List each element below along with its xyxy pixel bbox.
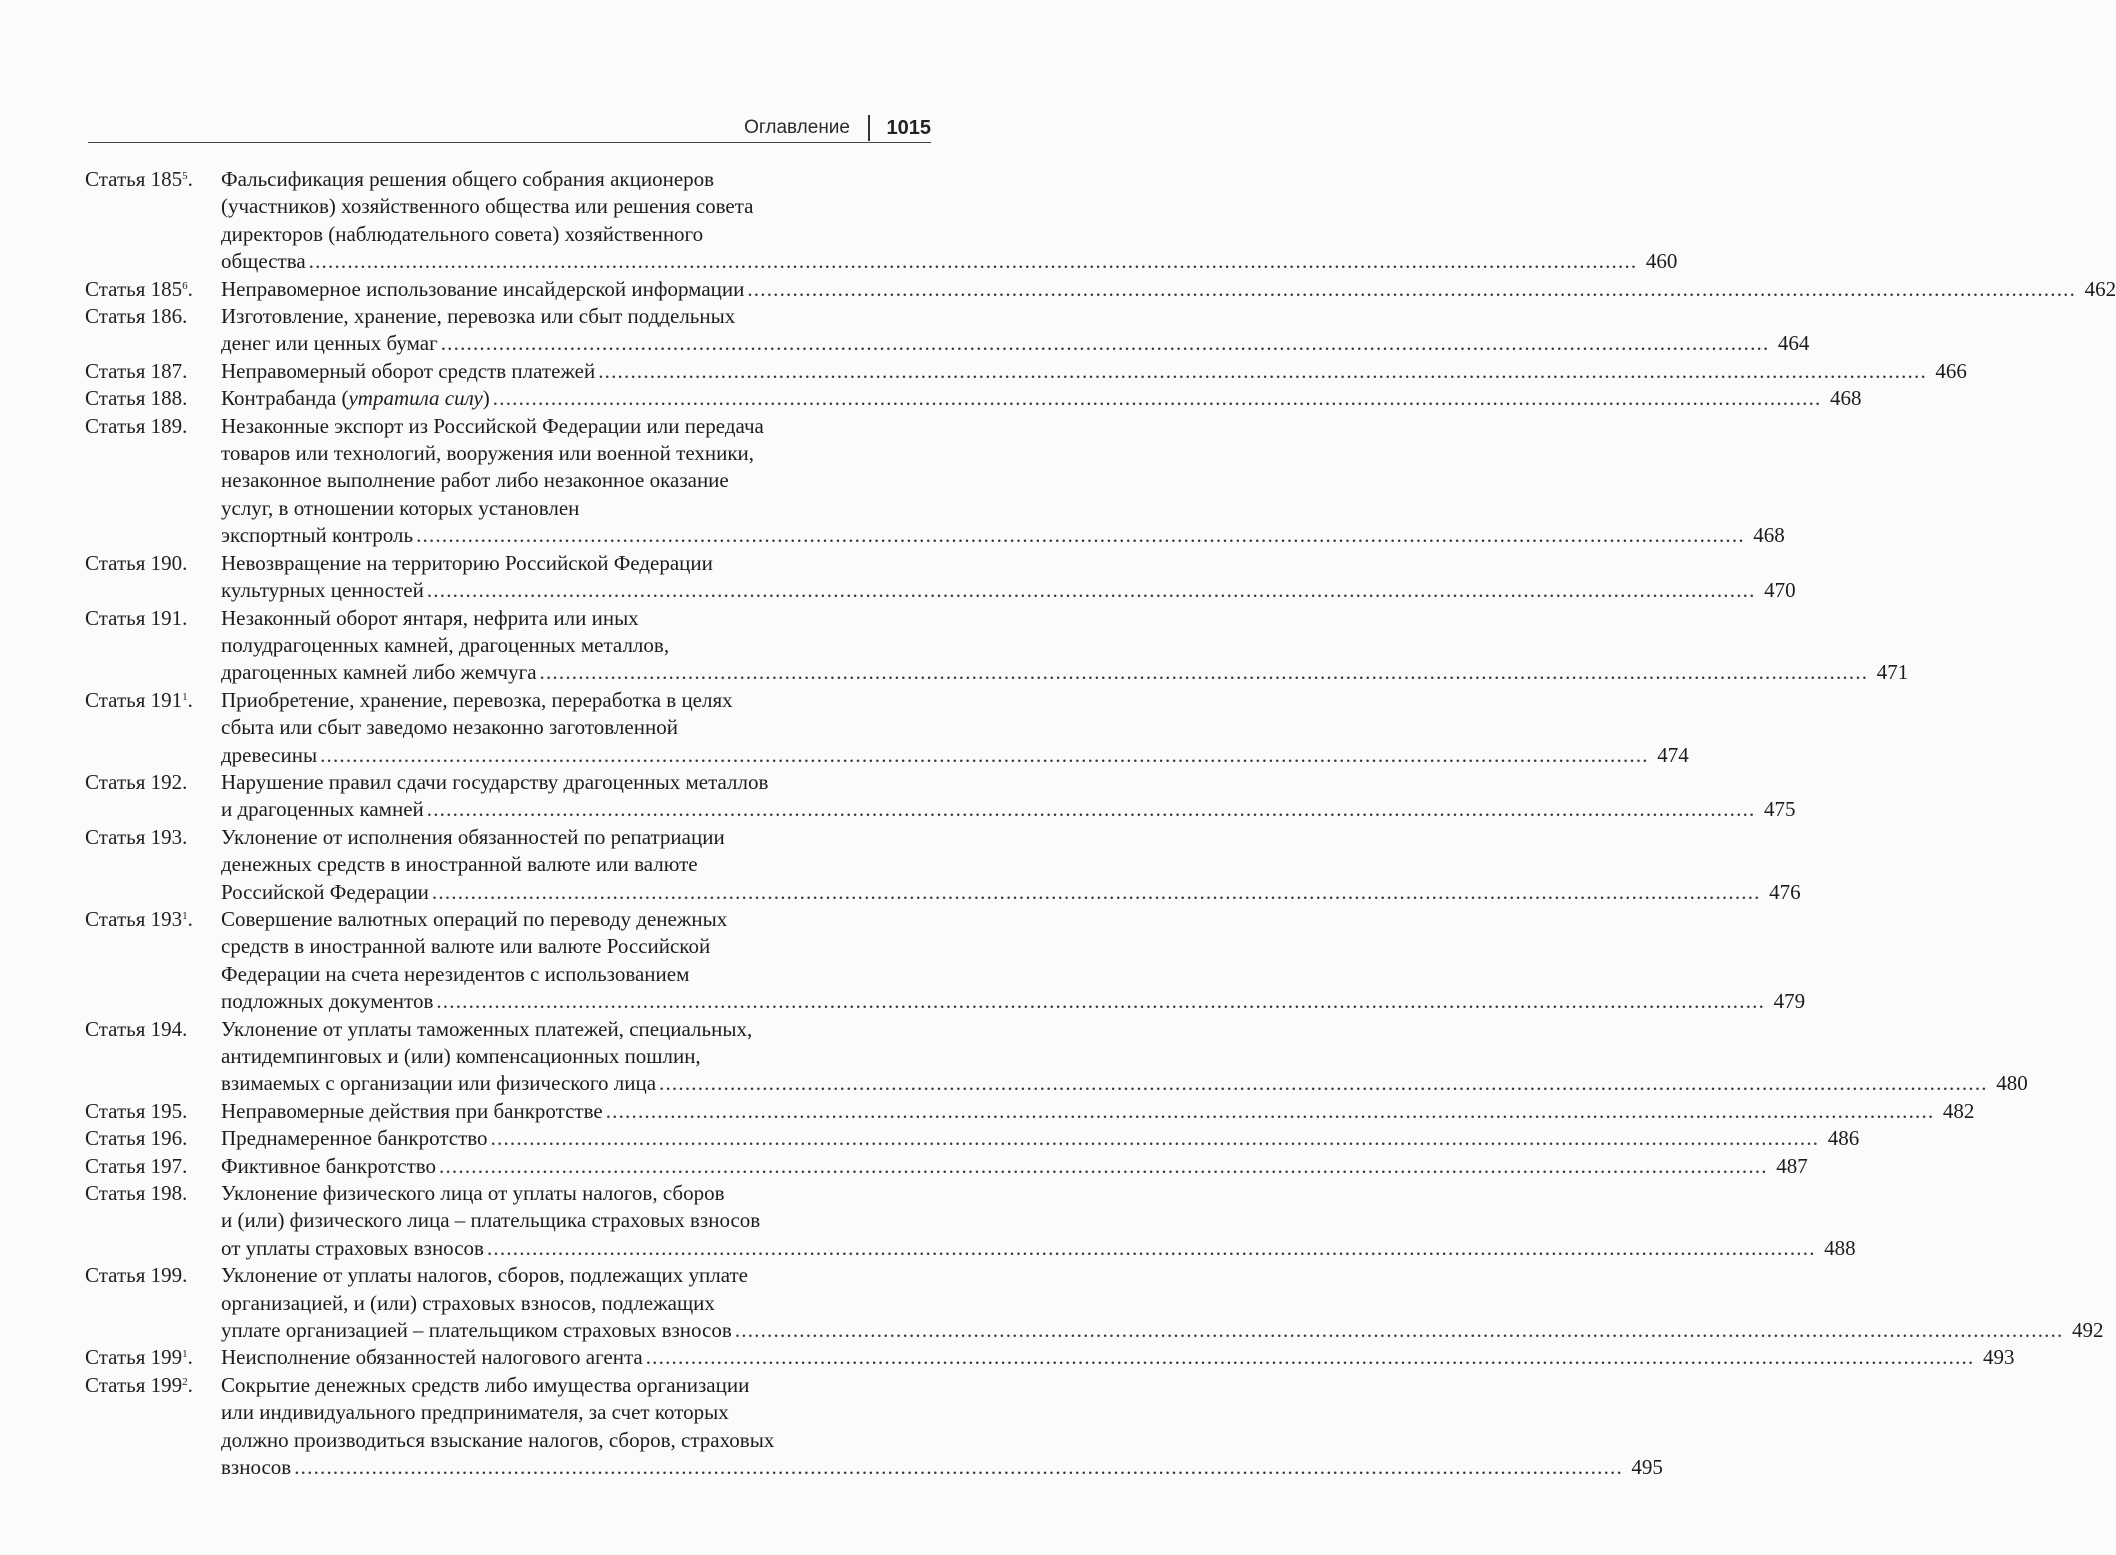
article-title-text	[221, 988, 433, 1015]
article-label-text: Статья 199.	[85, 1263, 188, 1288]
toc-entry[interactable]	[85, 1016, 2028, 1098]
toc-entry[interactable]	[85, 687, 1689, 769]
toc-entry[interactable]	[85, 413, 1785, 550]
article-label-text: Статья 191.	[85, 605, 188, 630]
article-title-text	[221, 1153, 436, 1180]
page-number: 493	[1982, 1345, 2015, 1370]
article-title-line: антидемпинговых и (или) компенсационных пошлин,	[221, 1044, 701, 1068]
article-title-last-line	[221, 988, 1806, 1015]
page-number: 475	[1763, 797, 1796, 822]
article-title-block	[221, 166, 1678, 276]
article-title-last-line	[221, 248, 1678, 275]
article-label	[85, 1016, 221, 1043]
article-title-segment: драгоценных камней либо жемчуга	[221, 660, 537, 685]
article-title-segment: Неисполнение обязанностей налогового агента	[221, 1345, 643, 1370]
article-title-block	[221, 550, 1796, 605]
article-title-line: Приобретение, хранение, перевозка, переработка в целях	[221, 687, 733, 712]
dot-leader: ..............................................................................................................................................................................................................	[486, 1235, 1816, 1260]
article-title-segment: подложных документов	[221, 989, 434, 1014]
article-label-text: Статья 188.	[85, 386, 188, 411]
article-title-block	[221, 303, 1810, 358]
article-title-segment: культурных ценностей	[221, 578, 424, 603]
article-title-text	[221, 358, 595, 385]
article-label	[85, 769, 221, 796]
dot-leader: ..............................................................................................................................................................................................................	[492, 386, 1822, 411]
article-title-segment: экспортный контроль	[221, 523, 414, 548]
article-label	[85, 1180, 221, 1207]
article-title-text	[221, 248, 306, 275]
article-title-segment: уплате организацией – плательщиком страховых взносов	[221, 1318, 732, 1343]
toc-entry[interactable]	[85, 1098, 1975, 1125]
article-superscript: 1	[182, 1348, 188, 1361]
article-title-last-line	[221, 330, 1810, 357]
dot-leader: ..............................................................................................................................................................................................................	[294, 1455, 1623, 1480]
article-title-segment: общества	[221, 249, 306, 274]
article-title-block	[221, 1016, 2028, 1098]
toc-entry[interactable]	[85, 358, 1967, 385]
article-title-segment: и драгоценных камней	[221, 797, 424, 822]
article-title-line: Невозвращение на территорию Российской Федерации	[221, 550, 713, 575]
article-superscript: 1	[182, 909, 188, 922]
article-title-text	[221, 522, 413, 549]
article-title-block	[221, 1344, 2015, 1371]
article-label	[85, 358, 221, 385]
page-number: 492	[2072, 1318, 2104, 1343]
toc-entry[interactable]	[85, 166, 1678, 276]
article-title-text	[221, 1454, 291, 1481]
article-title-line: организацией, и (или) страховых взносов, подлежащих	[221, 1290, 715, 1315]
article-title-last-line	[221, 742, 1689, 769]
toc-entry[interactable]	[85, 1153, 1808, 1180]
article-title-italic: утратила силу	[348, 386, 483, 411]
toc-entry[interactable]	[85, 605, 1909, 687]
article-title-line: должно производиться взыскание налогов, сборов, страховых	[221, 1427, 775, 1452]
dot-leader: ..............................................................................................................................................................................................................	[645, 1345, 1975, 1370]
article-title-block	[221, 1125, 1860, 1152]
page-number: 466	[1935, 358, 1967, 383]
article-title-line: Уклонение от уплаты налогов, сборов, подлежащих уплате	[221, 1263, 748, 1288]
article-title-line: директоров (наблюдательного совета) хозяйственного	[221, 221, 704, 246]
article-title-block	[221, 687, 1689, 769]
dot-leader: ..............................................................................................................................................................................................................	[734, 1318, 2064, 1343]
article-label-text: Статья 192.	[85, 769, 188, 794]
article-title-block	[221, 276, 2116, 303]
article-superscript: 6	[182, 279, 188, 292]
header-page-number: 1015	[886, 116, 931, 139]
article-title-block	[221, 1153, 1808, 1180]
toc-entry[interactable]	[85, 1372, 1663, 1482]
article-title-line: средств в иностранной валюте или валюте Российской	[221, 934, 711, 959]
article-title-segment: от уплаты страховых взносов	[221, 1235, 484, 1260]
article-label-text: Статья 189.	[85, 413, 188, 438]
article-title-line: (участников) хозяйственного общества или решения совета	[221, 194, 754, 219]
article-title-line: денежных средств в иностранной валюте или валюте	[221, 852, 698, 877]
article-title-segment: Неправомерное использование инсайдерской информации	[221, 276, 745, 301]
article-label	[85, 1125, 221, 1152]
table-of-contents	[85, 166, 2116, 1482]
article-title-block	[221, 1262, 2104, 1344]
toc-entry[interactable]	[85, 1125, 1860, 1152]
article-label-suffix: .	[187, 276, 193, 301]
article-title-line: Сокрытие денежных средств либо имущества организации	[221, 1372, 750, 1397]
article-label-suffix: .	[187, 1345, 193, 1370]
article-title-line: Совершение валютных операций по переводу денежных	[221, 906, 728, 931]
article-label-text: Статья 198.	[85, 1181, 188, 1206]
article-title-block	[221, 605, 1909, 687]
article-title-line: Нарушение правил сдачи государству драгоценных металлов	[221, 769, 769, 794]
article-title-text	[221, 796, 424, 823]
article-label	[85, 413, 221, 440]
article-title-last-line	[221, 1344, 2015, 1371]
header-title: Оглавление	[744, 117, 850, 138]
article-title-segment: Российской Федерации	[221, 879, 429, 904]
article-label-text: Статья 185	[85, 167, 183, 191]
article-superscript: 2	[182, 1375, 188, 1388]
article-title-line: Уклонение от уплаты таможенных платежей, специальных,	[221, 1016, 753, 1041]
article-title-text	[221, 276, 744, 303]
article-title-text	[221, 577, 424, 604]
dot-leader: ..............................................................................................................................................................................................................	[426, 578, 1756, 603]
article-label	[85, 1153, 221, 1180]
article-title-block	[221, 824, 1801, 906]
dot-leader: ..............................................................................................................................................................................................................	[308, 249, 1638, 274]
article-title-text	[221, 1235, 484, 1262]
article-title-block	[221, 769, 1796, 824]
header-inner	[744, 115, 931, 141]
toc-entry[interactable]	[85, 824, 1801, 906]
article-title-segment: Контрабанда (	[221, 386, 349, 411]
article-label	[85, 550, 221, 577]
article-label-text: Статья 190.	[85, 550, 188, 575]
article-title-text	[221, 385, 490, 412]
toc-entry[interactable]	[85, 303, 1810, 358]
dot-leader: ..............................................................................................................................................................................................................	[539, 660, 1869, 685]
dot-leader: ..............................................................................................................................................................................................................	[747, 276, 2077, 301]
article-label-text: Статья 199	[85, 1345, 183, 1370]
dot-leader: ..............................................................................................................................................................................................................	[440, 331, 1770, 356]
article-title-text	[221, 1344, 643, 1371]
article-title-block	[221, 1180, 1856, 1262]
article-title-segment: древесины	[221, 742, 318, 767]
article-label-text: Статья 186.	[85, 304, 188, 329]
article-label-text: Статья 185	[85, 276, 183, 301]
article-label	[85, 276, 221, 303]
article-label	[85, 1262, 221, 1289]
dot-leader: ..............................................................................................................................................................................................................	[490, 1126, 1820, 1151]
page-number: 464	[1777, 331, 1810, 356]
toc-entry[interactable]	[85, 276, 2116, 303]
article-label-text: Статья 194.	[85, 1016, 188, 1041]
article-title-line: незаконное выполнение работ либо незаконное оказание	[221, 468, 729, 493]
article-title-block	[221, 906, 1806, 1016]
article-title-line: и (или) физического лица – плательщика страховых взносов	[221, 1208, 761, 1233]
article-label	[85, 385, 221, 412]
article-title-text	[221, 742, 317, 769]
article-title-last-line	[221, 1070, 2028, 1097]
dot-leader: ..............................................................................................................................................................................................................	[426, 797, 1756, 822]
page-number: 476	[1769, 879, 1801, 904]
article-label	[85, 906, 221, 933]
page-number: 462	[2084, 276, 2116, 301]
article-title-text	[221, 1070, 656, 1097]
article-label-text: Статья 197.	[85, 1153, 188, 1178]
article-title-segment: Неправомерный оборот средств платежей	[221, 358, 596, 383]
page-number: 495	[1631, 1455, 1663, 1480]
article-label-text: Статья 199	[85, 1372, 183, 1397]
article-title-line: Уклонение физического лица от уплаты налогов, сборов	[221, 1181, 725, 1206]
toc-entry[interactable]	[85, 906, 1806, 1016]
toc-entry[interactable]	[85, 385, 1862, 412]
article-label	[85, 1098, 221, 1125]
article-title-line: Незаконные экспорт из Российской Федерации или передача	[221, 413, 764, 438]
article-label-text: Статья 193	[85, 906, 183, 931]
article-title-last-line	[221, 1153, 1808, 1180]
page-number: 479	[1773, 989, 1806, 1014]
page-number: 460	[1645, 249, 1678, 274]
article-title-line: услуг, в отношении которых установлен	[221, 495, 580, 520]
article-label-suffix: .	[187, 687, 193, 712]
dot-leader: ..............................................................................................................................................................................................................	[320, 742, 1649, 767]
article-label	[85, 687, 221, 714]
article-title-last-line	[221, 1235, 1856, 1262]
article-title-line: Уклонение от исполнения обязанностей по репатриации	[221, 824, 725, 849]
toc-entry[interactable]	[85, 1180, 1856, 1262]
article-title-last-line	[221, 358, 1967, 385]
article-title-segment: Преднамеренное банкротство	[221, 1126, 488, 1151]
article-title-last-line	[221, 879, 1801, 906]
dot-leader: ..............................................................................................................................................................................................................	[659, 1071, 1988, 1096]
article-title-last-line	[221, 276, 2116, 303]
article-superscript: 1	[182, 690, 188, 703]
article-label-suffix: .	[187, 906, 193, 931]
article-title-last-line	[221, 1098, 1975, 1125]
article-title-text	[221, 330, 438, 357]
toc-entry[interactable]	[85, 1262, 2104, 1344]
article-title-block	[221, 1372, 1663, 1482]
page-number: 468	[1830, 386, 1862, 411]
article-title-block	[221, 413, 1785, 550]
article-title-block	[221, 358, 1967, 385]
article-title-last-line	[221, 522, 1785, 549]
article-label	[85, 1344, 221, 1371]
running-header	[88, 112, 931, 143]
article-title-segment: Фиктивное банкротство	[221, 1153, 437, 1178]
toc-entry[interactable]	[85, 550, 1796, 605]
article-label-text: Статья 187.	[85, 358, 188, 383]
article-title-segment-end: )	[482, 386, 490, 411]
article-superscript: 5	[182, 170, 188, 182]
page-number: 487	[1776, 1153, 1808, 1178]
article-title-last-line	[221, 1454, 1663, 1481]
article-title-text	[221, 1098, 603, 1125]
article-label-text: Статья 193.	[85, 824, 188, 849]
article-label-text: Статья 191	[85, 687, 183, 712]
toc-entry[interactable]	[85, 1344, 2015, 1371]
article-title-block	[221, 385, 1862, 412]
toc-entry[interactable]	[85, 769, 1796, 824]
article-label	[85, 303, 221, 330]
dot-leader: ..............................................................................................................................................................................................................	[598, 358, 1927, 383]
article-title-line: Фальсификация решения общего собрания акционеров	[221, 167, 715, 191]
dot-leader: ..............................................................................................................................................................................................................	[439, 1153, 1768, 1178]
article-label	[85, 824, 221, 851]
article-title-segment: Неправомерные действия при банкротстве	[221, 1098, 603, 1123]
article-title-text	[221, 879, 429, 906]
page-number: 488	[1824, 1235, 1856, 1260]
article-title-last-line	[221, 385, 1862, 412]
dot-leader: ..............................................................................................................................................................................................................	[436, 989, 1766, 1014]
article-title-last-line	[221, 796, 1796, 823]
article-title-line: Изготовление, хранение, перевозка или сбыт поддельных	[221, 304, 736, 329]
article-label-suffix: .	[187, 1372, 193, 1397]
page-number: 470	[1764, 578, 1796, 603]
article-title-last-line	[221, 659, 1909, 686]
article-title-text	[221, 1125, 488, 1152]
article-title-text	[221, 1317, 732, 1344]
article-title-segment: взносов	[221, 1455, 292, 1480]
article-label	[85, 1372, 221, 1399]
page-number: 474	[1657, 742, 1689, 767]
article-title-last-line	[221, 577, 1796, 604]
article-title-line: Незаконный оборот янтаря, нефрита или иных	[221, 605, 639, 630]
dot-leader: ..............................................................................................................................................................................................................	[605, 1098, 1935, 1123]
article-title-last-line	[221, 1317, 2104, 1344]
page-number: 468	[1753, 523, 1785, 548]
dot-leader: ..............................................................................................................................................................................................................	[431, 879, 1761, 904]
article-title-line: сбыта или сбыт заведомо незаконно заготовленной	[221, 715, 678, 740]
article-title-last-line	[221, 1125, 1860, 1152]
page-number: 471	[1876, 660, 1909, 685]
header-separator	[868, 115, 870, 141]
page-number: 480	[1996, 1071, 2028, 1096]
article-title-line: полудрагоценных камней, драгоценных металлов,	[221, 632, 670, 657]
article-title-segment: денег или ценных бумаг	[221, 331, 438, 356]
article-title-text	[221, 659, 537, 686]
article-label	[85, 166, 221, 193]
article-title-block	[221, 1098, 1975, 1125]
article-label	[85, 605, 221, 632]
dot-leader: ..............................................................................................................................................................................................................	[416, 523, 1745, 548]
article-title-line: или индивидуального предпринимателя, за счет которых	[221, 1400, 729, 1425]
article-label-text: Статья 195.	[85, 1098, 188, 1123]
article-title-line: Федерации на счета нерезидентов с использованием	[221, 961, 690, 986]
article-title-line: товаров или технологий, вооружения или военной техники,	[221, 441, 755, 466]
article-label-text: Статья 196.	[85, 1126, 188, 1151]
article-label-suffix: .	[187, 167, 193, 191]
page-number: 486	[1827, 1126, 1860, 1151]
page-number: 482	[1942, 1098, 1975, 1123]
article-title-segment: взимаемых с организации или физического лица	[221, 1071, 657, 1096]
